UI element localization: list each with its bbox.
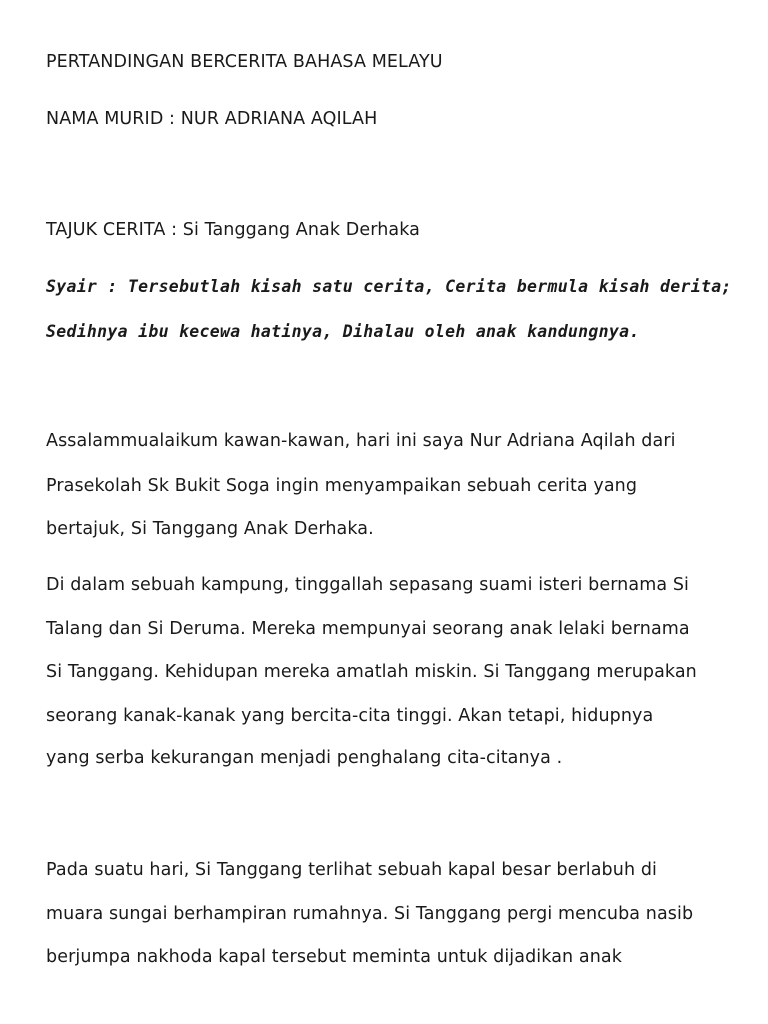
- paragraph-3-line-3: berjumpa nakhoda kapal tersebut meminta untuk dijadikan anak: [46, 947, 622, 967]
- paragraph-3-line-1: Pada suatu hari, Si Tanggang terlihat sebuah kapal besar berlabuh di: [46, 860, 657, 880]
- paragraph-1-line-1: Assalammualaikum kawan-kawan, hari ini saya Nur Adriana Aqilah dari: [46, 431, 676, 451]
- paragraph-1-line-3: bertajuk, Si Tanggang Anak Derhaka.: [46, 519, 374, 539]
- paragraph-2-line-1: Di dalam sebuah kampung, tinggallah sepasang suami isteri bernama Si: [46, 575, 690, 595]
- story-title-line: TAJUK CERITA : Si Tanggang Anak Derhaka: [46, 220, 420, 240]
- paragraph-2-line-5: yang serba kekurangan menjadi penghalang cita-citanya .: [46, 748, 563, 768]
- paragraph-1-line-2: Prasekolah Sk Bukit Soga ingin menyampaikan sebuah cerita yang: [46, 476, 638, 496]
- student-name-line: NAMA MURID : NUR ADRIANA AQILAH: [46, 109, 378, 129]
- paragraph-2-line-4: seorang kanak-kanak yang bercita-cita tinggi. Akan tetapi, hidupnya: [46, 706, 654, 726]
- paragraph-3-line-2: muara sungai berhampiran rumahnya. Si Tanggang pergi mencuba nasib: [46, 904, 694, 924]
- syair-line-2: Sedihnya ibu kecewa hatinya, Dihalau oleh anak kandungnya.: [46, 322, 640, 341]
- syair-line-1: Syair : Tersebutlah kisah satu cerita, Cerita bermula kisah derita;: [46, 277, 732, 296]
- competition-heading: PERTANDINGAN BERCERITA BAHASA MELAYU: [46, 52, 443, 72]
- paragraph-2-line-2: Talang dan Si Deruma. Mereka mempunyai seorang anak lelaki bernama: [46, 619, 690, 639]
- paragraph-2-line-3: Si Tanggang. Kehidupan mereka amatlah miskin. Si Tanggang merupakan: [46, 662, 697, 682]
